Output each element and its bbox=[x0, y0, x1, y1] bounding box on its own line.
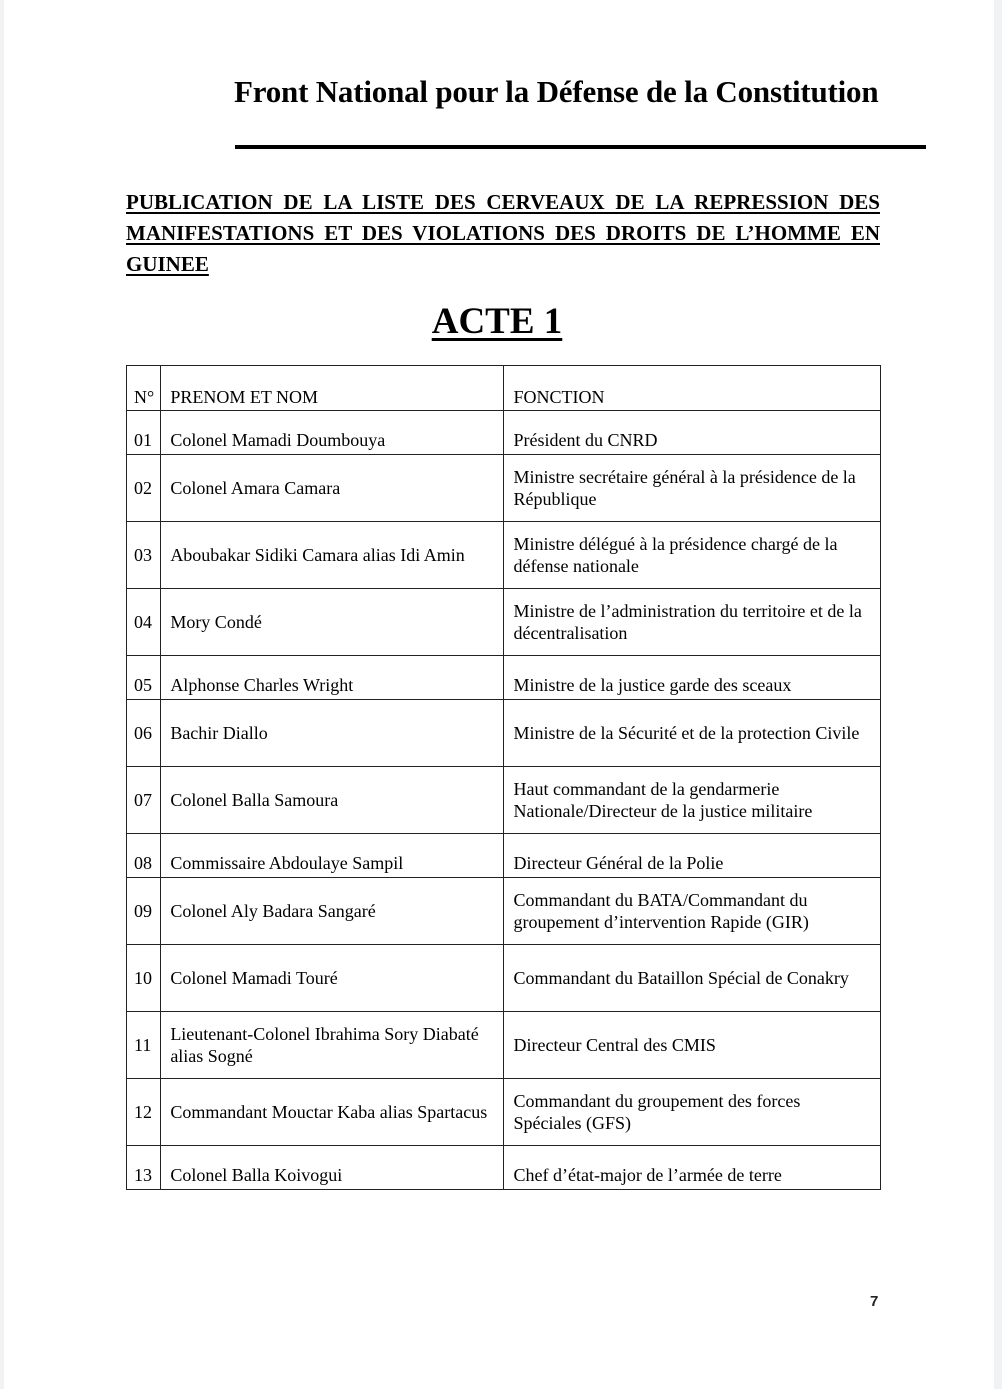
row-number: 05 bbox=[127, 656, 161, 700]
header-divider bbox=[235, 145, 926, 149]
row-name: Colonel Balla Samoura bbox=[161, 767, 504, 834]
row-function: Ministre secrétaire général à la présidence de la République bbox=[504, 455, 881, 522]
row-name: Colonel Amara Camara bbox=[161, 455, 504, 522]
table-row bbox=[127, 878, 881, 945]
row-name: Alphonse Charles Wright bbox=[161, 656, 504, 700]
row-function: Chef d’état-major de l’armée de terre bbox=[504, 1146, 881, 1190]
row-number: 10 bbox=[127, 945, 161, 1012]
row-function: Commandant du Bataillon Spécial de Conakry bbox=[504, 945, 881, 1012]
row-function: Ministre de l’administration du territoire et de la décentralisation bbox=[504, 589, 881, 656]
row-function: Ministre de la justice garde des sceaux bbox=[504, 656, 881, 700]
table-row bbox=[127, 411, 881, 455]
table-row bbox=[127, 656, 881, 700]
table-row bbox=[127, 1146, 881, 1190]
publication-title: PUBLICATION DE LA LISTE DES CERVEAUX DE LA REPRESSION DES MANIFESTATIONS ET DES VIOLATIONS DES DROITS DE L’HOMME EN GUINEE bbox=[126, 190, 880, 276]
column-header-name: PRENOM ET NOM bbox=[161, 366, 504, 411]
row-name: Mory Condé bbox=[161, 589, 504, 656]
row-number: 08 bbox=[127, 834, 161, 878]
row-number: 13 bbox=[127, 1146, 161, 1190]
row-function: Ministre de la Sécurité et de la protection Civile bbox=[504, 700, 881, 767]
table-row bbox=[127, 700, 881, 767]
row-function: Haut commandant de la gendarmerie Nationale/Directeur de la justice militaire bbox=[504, 767, 881, 834]
row-number: 01 bbox=[127, 411, 161, 455]
row-function: Directeur Central des CMIS bbox=[504, 1012, 881, 1079]
table-row bbox=[127, 1012, 881, 1079]
page-number: 7 bbox=[870, 1293, 879, 1310]
row-number: 04 bbox=[127, 589, 161, 656]
row-name: Colonel Mamadi Touré bbox=[161, 945, 504, 1012]
row-function: Commandant du groupement des forces Spéciales (GFS) bbox=[504, 1079, 881, 1146]
row-number: 11 bbox=[127, 1012, 161, 1079]
row-function: Directeur Général de la Polie bbox=[504, 834, 881, 878]
row-function: Commandant du BATA/Commandant du groupement d’intervention Rapide (GIR) bbox=[504, 878, 881, 945]
document-header: Front National pour la Défense de la Constitution bbox=[234, 74, 879, 109]
row-function: Ministre délégué à la présidence chargé de la défense nationale bbox=[504, 522, 881, 589]
row-name: Commandant Mouctar Kaba alias Spartacus bbox=[161, 1079, 504, 1146]
table-row bbox=[127, 945, 881, 1012]
row-name: Bachir Diallo bbox=[161, 700, 504, 767]
table-row bbox=[127, 1079, 881, 1146]
table-row bbox=[127, 522, 881, 589]
acte-title-wrap bbox=[4, 300, 994, 343]
row-number: 03 bbox=[127, 522, 161, 589]
row-name: Lieutenant-Colonel Ibrahima Sory Diabaté alias Sogné bbox=[161, 1012, 504, 1079]
row-number: 06 bbox=[127, 700, 161, 767]
row-number: 02 bbox=[127, 455, 161, 522]
row-name: Commissaire Abdoulaye Sampil bbox=[161, 834, 504, 878]
table-row bbox=[127, 767, 881, 834]
row-number: 07 bbox=[127, 767, 161, 834]
cerveaux-table bbox=[126, 365, 881, 1190]
table-row bbox=[127, 589, 881, 656]
table-row bbox=[127, 834, 881, 878]
table-header-row bbox=[127, 366, 881, 411]
table-row bbox=[127, 455, 881, 522]
column-header-number: N° bbox=[127, 366, 161, 411]
row-number: 12 bbox=[127, 1079, 161, 1146]
row-name: Aboubakar Sidiki Camara alias Idi Amin bbox=[161, 522, 504, 589]
row-function: Président du CNRD bbox=[504, 411, 881, 455]
row-number: 09 bbox=[127, 878, 161, 945]
column-header-function: FONCTION bbox=[504, 366, 881, 411]
document-page bbox=[4, 0, 994, 1389]
acte-title: ACTE 1 bbox=[431, 301, 563, 342]
row-name: Colonel Mamadi Doumbouya bbox=[161, 411, 504, 455]
row-name: Colonel Balla Koivogui bbox=[161, 1146, 504, 1190]
row-name: Colonel Aly Badara Sangaré bbox=[161, 878, 504, 945]
